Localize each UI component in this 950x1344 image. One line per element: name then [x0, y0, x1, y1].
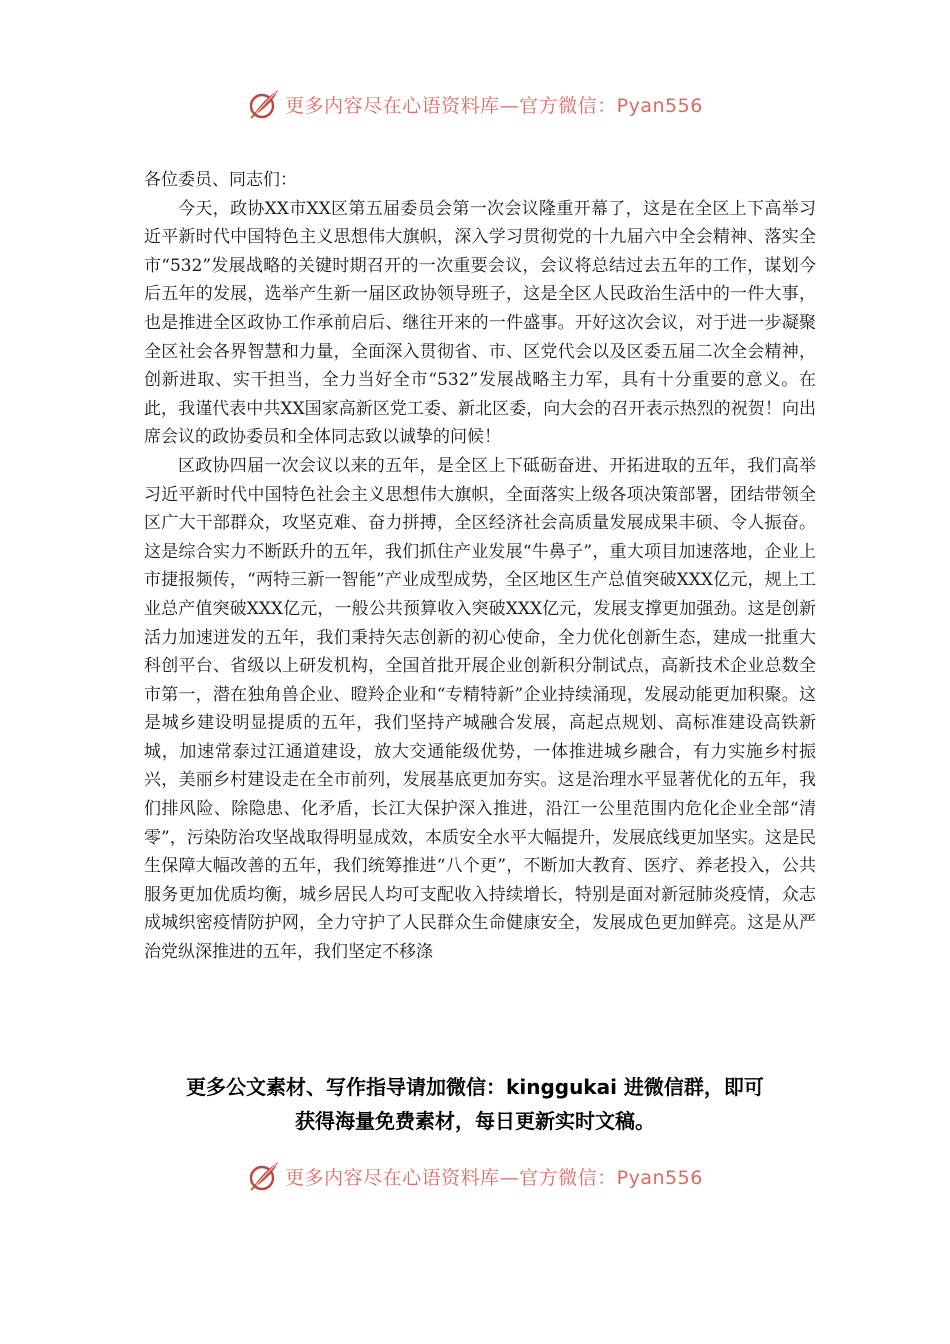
promo-line-1: 更多公文素材、写作指导请加微信：kinggukai 进微信群，即可 — [186, 1075, 764, 1099]
feather-quill-logo-icon — [247, 87, 281, 121]
header-brand-banner — [0, 84, 950, 124]
document-paragraph-1: 今天，政协XX市XX区第五届委员会第一次会议隆重开幕了，这是在全区上下高举习近平新时代中国特色主义思想伟大旗帜，深入学习贯彻党的十九届六中全会精神、落实全市“532”发展战略的关键时期召开的一次重要会议，会议将总结过去五年的工作，谋划今后五年的发展，选举产生新一届区政协领导班子，这是全区人民政治生活中的一件大事，也是推进全区政协工作承前启后、继往开来的一件盛事。开好这次会议，对于进一步凝聚全区社会各界智慧和力量，全面深入贯彻省、市、区党代会以及区委五届二次全会精神，创新进取、实干担当，全力当好全市“532”发展战略主力军，具有十分重要的意义。在此，我谨代表中共XX国家高新区党工委、新北区委，向大会的召开表示热烈的祝贺！向出席会议的政协委员和全体同志致以诚挚的问候！ — [144, 198, 816, 448]
document-paragraph-2: 区政协四届一次会议以来的五年，是全区上下砥砺奋进、开拓进取的五年，我们高举习近平新时代中国特色社会主义思想伟大旗帜，全面落实上级各项决策部署，团结带领全区广大干部群众，攻坚克难、奋力拼搏，全区经济社会高质量发展成果丰硕、令人振奋。这是综合实力不断跃升的五年，我们抓住产业发展“牛鼻子”，重大项目加速落地，企业上市捷报频传，“两特三新一智能”产业成型成势，全区地区生产总值突破XXX亿元，规上工业总产值突破XXX亿元，一般公共预算收入突破XXX亿元，发展支撑更加强劲。这是创新活力加速迸发的五年，我们秉持矢志创新的初心使命，全力优化创新生态，建成一批重大科创平台、省级以上研发机构，全国首批开展企业创新积分制试点，高新技术企业总数全市第一，潜在独角兽企业、瞪羚企业和“专精特新”企业持续涌现，发展动能更加积聚。这是城乡建设明显提质的五年，我们坚持产城融合发展，高起点规划、高标准建设高铁新城，加速常泰过江通道建设，放大交通能级优势，一体推进城乡融合，有力实施乡村振兴，美丽乡村建设走在全市前列，发展基底更加夯实。这是治理水平显著优化的五年，我们排风险、除隐患、化矛盾，长江大保护深入推进，沿江一公里范围内危化企业全部“清零”，污染防治攻坚战取得明显成效，本质安全水平大幅提升，发展底线更加坚实。这是民生保障大幅改善的五年，我们统筹推进“八个更”，不断加大教育、医疗、养老投入，公共服务更加优质均衡，城乡居民人均可支配收入持续增长，特别是面对新冠肺炎疫情，众志成城织密疫情防护网，全力守护了人民群众生命健康安全，发展成色更加鲜亮。这是从严治党纵深推进的五年，我们坚定不移涤 — [144, 455, 816, 963]
header-wechat-id: Pyan556 — [616, 94, 703, 117]
footer-wechat-id: Pyan556 — [616, 1166, 703, 1189]
footer-brand-banner — [0, 1156, 950, 1196]
header-brand-label: 更多内容尽在心语资料库—官方微信： — [285, 94, 617, 117]
footer-brand-group — [247, 1159, 703, 1193]
footer-brand-label: 更多内容尽在心语资料库—官方微信： — [285, 1166, 617, 1189]
promo-line-2: 获得海量免费素材，每日更新实时文稿。 — [295, 1109, 655, 1133]
document-greeting: 各位委员、同志们： — [144, 170, 297, 190]
promo-notice — [100, 1070, 850, 1138]
header-brand-text — [285, 91, 703, 118]
feather-quill-logo-icon — [247, 1159, 281, 1193]
header-brand-group — [247, 87, 703, 121]
footer-brand-text — [285, 1163, 703, 1190]
document-body — [144, 166, 816, 967]
